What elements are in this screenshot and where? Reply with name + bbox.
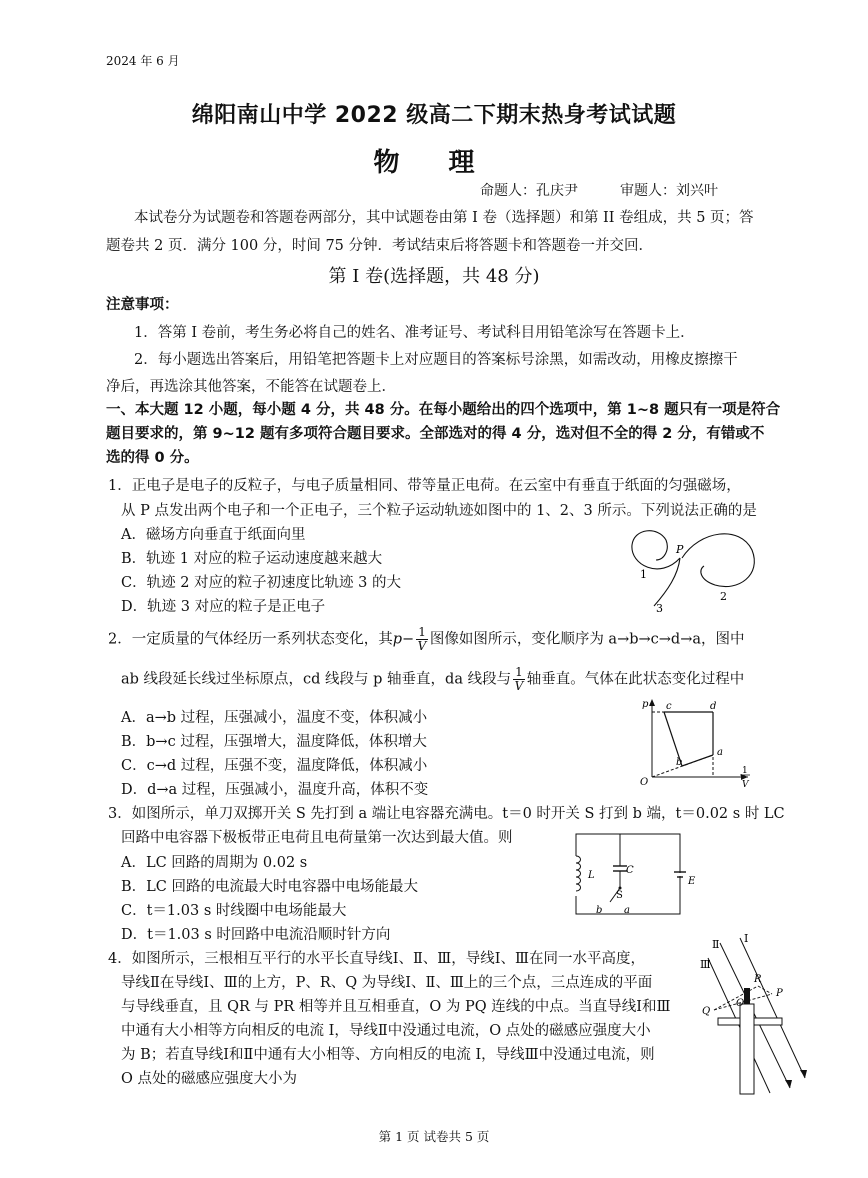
q2-stem-text-d: 轴垂直。气体在此状态变化过程中: [526, 671, 745, 688]
q1-option-a: A．磁场方向垂直于纸面向里: [121, 527, 306, 543]
part-one-line-2: 题目要求的，第 9~12 题有多项符合题目要求。全部选对的得 4 分，选对但不全的得 2 分，有错或不: [106, 426, 765, 442]
q2-fraction2-num: 1: [515, 665, 523, 679]
q2-stem-2: [121, 666, 744, 693]
q4-stem-2: 导线Ⅱ在导线Ⅰ、Ⅲ的上方，P、R、Q 为导线Ⅰ、Ⅱ、Ⅲ上的三个点，三点连成的平面: [121, 975, 653, 991]
q2-label-d: d: [710, 701, 717, 712]
q2-stem-text-a: 2．一定质量的气体经历一系列状态变化，其: [108, 631, 393, 648]
question-reviewer: 审题人：刘兴叶: [620, 183, 718, 199]
section-title: 第 I 卷(选择题，共 48 分): [328, 266, 540, 287]
q1-stem-2: 从 P 点发出两个电子和一个正电子，三个粒子运动轨迹如图中的 1、2、3 所示。下列说法正确的是: [121, 503, 757, 519]
q4-label-wire-3: Ⅲ: [700, 958, 711, 971]
q2-stem-text-c: ab 线段延长线过坐标原点，cd 线段与 p 轴垂直，da 线段与: [121, 671, 512, 688]
q3-label-e: E: [688, 876, 696, 887]
q3-label-s: S: [616, 890, 623, 901]
q1-option-d: D．轨迹 3 对应的粒子是正电子: [121, 599, 326, 615]
q2-stem-text-b: 图像如图所示，变化顺序为 a→b→c→d→a，图中: [429, 631, 745, 648]
q4-label-p: P: [776, 988, 783, 999]
q4-wires-figure: [700, 928, 810, 1098]
q2-option-a: A．a→b 过程，压强减小，温度不变，体积减小: [121, 710, 428, 726]
q2-option-c: C．c→d 过程，压强不变，温度降低，体积减小: [121, 758, 428, 774]
q4-label-wire-2: Ⅱ: [712, 938, 720, 951]
q2-p-symbol: p: [392, 631, 403, 648]
q1-label-3: 3: [656, 602, 663, 615]
q2-label-origin: O: [640, 777, 649, 788]
q1-stem-1: 1．正电子是电子的反粒子，与电子质量相同、带等量正电荷。在云室中有垂直于纸面的匀强磁场，: [108, 478, 741, 494]
q2-axis-p: p: [642, 699, 649, 710]
q1-option-c: C．轨迹 2 对应的粒子初速度比轨迹 3 的大: [121, 575, 401, 591]
q2-stem-1: 2．一定质量的气体经历一系列状态变化，其p− $\frac{1}{V}$ 图像如图所示，变化顺序为 a→b→c→d→a，图中: [108, 625, 745, 653]
q2-fraction-2: [513, 666, 525, 693]
q3-option-a: A．LC 回路的周期为 0.02 s: [121, 855, 308, 871]
q2-label-b: b: [676, 757, 683, 768]
q1-label-1: 1: [640, 568, 647, 581]
q1-label-p: P: [676, 543, 684, 556]
q3-stem-1: 3．如图所示，单刀双掷开关 S 先打到 a 端让电容器充满电。t＝0 时开关 S 打到 b 端，t＝0.02 s 时 LC: [108, 806, 785, 822]
q4-stem-5: 为 B；若直导线Ⅰ和Ⅱ中通有大小相等、方向相反的电流 I，导线Ⅲ中没通过电流，则: [121, 1047, 655, 1063]
q2-fraction-den: V: [417, 639, 427, 653]
q3-label-b: b: [596, 905, 603, 916]
q4-stem-1: 4．如图所示，三根相互平行的水平长直导线Ⅰ、Ⅱ、Ⅲ，导线Ⅰ、Ⅲ在同一水平高度，: [108, 951, 645, 967]
intro-line-1: 本试卷分为试题卷和答题卷两部分，其中试题卷由第 I 卷（选择题）和第 II 卷组成，共 5 页；答: [134, 210, 754, 226]
exam-title: 绵阳南山中学 2022 级高二下期末热身考试试题: [191, 103, 677, 128]
notice-heading: 注意事项：: [106, 297, 179, 313]
q2-fraction: [416, 626, 428, 653]
q3-label-l: L: [588, 870, 595, 881]
intro-line-2: 题卷共 2 页．满分 100 分，时间 75 分钟．考试结束后将答题卡和答题卷一并交回．: [106, 238, 654, 254]
q2-axis-one: 1: [742, 766, 748, 776]
q4-stem-6: O 点处的磁感应强度大小为: [121, 1071, 297, 1087]
q2-label-a: a: [717, 747, 723, 758]
q3-option-b: B．LC 回路的电流最大时电容器中电场能最大: [121, 879, 418, 895]
q3-label-a: a: [624, 905, 630, 916]
q3-option-d: D．t＝1.03 s 时回路中电流沿顺时针方向: [121, 927, 391, 943]
q4-stem-4: 中通有大小相等方向相反的电流 I，导线Ⅱ中没通过电流，O 点处的磁感应强度大小: [121, 1023, 651, 1039]
q3-lc-circuit: [570, 826, 710, 921]
q3-label-c: C: [626, 865, 634, 876]
notice-item-2: 2．每小题选出答案后，用铅笔把答题卡上对应题目的答案标号涂黑，如需改动，用橡皮擦擦干: [134, 352, 738, 368]
part-one-line-3: 选的得 0 分。: [106, 450, 199, 466]
q4-stem-3: 与导线垂直，且 QR 与 PR 相等并且互相垂直，O 为 PQ 连线的中点。当直导线Ⅰ和Ⅲ: [121, 999, 671, 1015]
q1-option-b: B．轨迹 1 对应的粒子运动速度越来越大: [121, 551, 383, 567]
q3-stem-2: 回路中电容器下极板带正电荷且电荷量第一次达到最大值。则: [121, 830, 513, 846]
page-footer: 第 1 页 试卷共 5 页: [378, 1129, 490, 1144]
q1-label-2: 2: [720, 590, 727, 603]
authors-line: [480, 180, 760, 200]
q2-label-c: c: [666, 701, 672, 712]
q2-fraction-num: 1: [418, 625, 426, 639]
part-one-line-1: 一、本大题 12 小题，每小题 4 分，共 48 分。在每小题给出的四个选项中，第 1~8 题只有一项是符合: [106, 402, 781, 418]
q2-option-b: B．b→c 过程，压强增大，温度降低，体积增大: [121, 734, 427, 750]
question-setter: 命题人：孔庆尹: [480, 183, 578, 199]
q4-label-r: R: [754, 974, 762, 985]
subject-title: 物 理: [373, 148, 495, 178]
notice-item-2-cont: 净后，再选涂其他答案，不能答在试题卷上．: [106, 379, 396, 395]
exam-date: 2024 年 6 月: [106, 54, 180, 68]
q1-track-figure: [620, 520, 780, 615]
q3-option-c: C．t＝1.03 s 时线圈中电场能最大: [121, 903, 347, 919]
q4-label-o: O: [736, 998, 745, 1009]
q4-label-q: Q: [702, 1006, 711, 1017]
notice-item-1: 1．答第 I 卷前，考生务必将自己的姓名、准考证号、考试科目用铅笔涂写在答题卡上．: [134, 325, 695, 341]
q2-pv-graph: [636, 695, 756, 790]
q4-label-wire-1: Ⅰ: [744, 932, 749, 945]
q2-fraction2-den: V: [514, 679, 524, 693]
q2-option-d: D．d→a 过程，压强减小，温度升高，体积不变: [121, 782, 429, 798]
q2-axis-v: V: [742, 780, 749, 790]
